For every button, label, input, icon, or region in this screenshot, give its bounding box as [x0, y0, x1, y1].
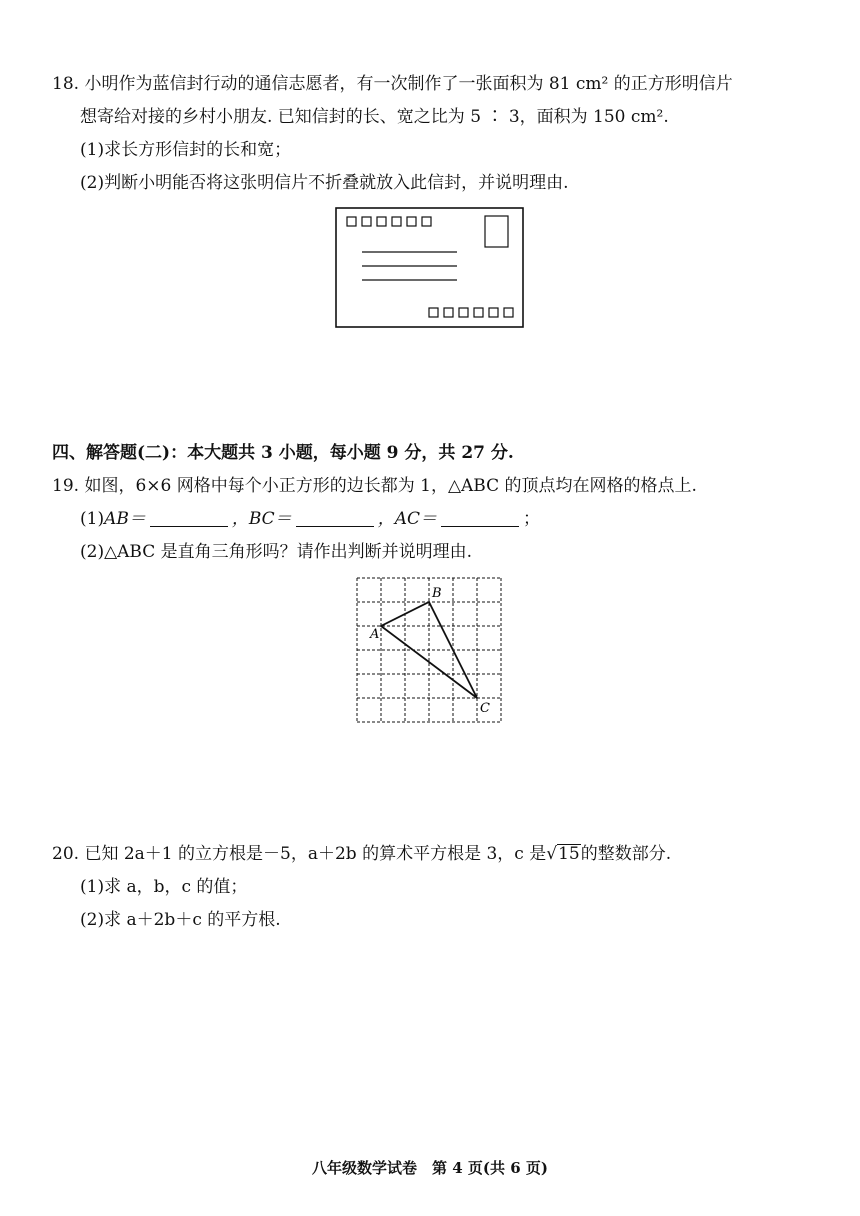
- q20-part2: (2)求 a＋2b＋c 的平方根.: [80, 910, 281, 930]
- blank-ac[interactable]: [441, 508, 519, 527]
- vertex-b-label: B: [432, 586, 442, 601]
- blank-bc[interactable]: [296, 508, 374, 527]
- q19-part1-prefix: (1): [80, 509, 105, 529]
- label-ab: AB＝: [104, 509, 146, 529]
- address-lines: [362, 252, 457, 280]
- envelope-figure: [334, 206, 526, 330]
- q19-part1: [52, 503, 820, 536]
- q18-part2: (2)判断小明能否将这张明信片不折叠就放入此信封，并说明理由.: [80, 173, 569, 193]
- label-ac: ，AC＝: [377, 509, 437, 529]
- page-footer: 八年级数学试卷 第 4 页(共 6 页): [312, 1159, 548, 1177]
- q19-part1-end: ；: [523, 509, 540, 529]
- postcode-boxes-top: [347, 217, 431, 226]
- vertex-c-label: C: [480, 701, 490, 716]
- q20-line1: [52, 838, 820, 871]
- sqrt-radicand: 15: [558, 844, 580, 864]
- question-20: [52, 838, 820, 937]
- sqrt-sign: √: [546, 844, 558, 864]
- vertex-a-label: A: [370, 627, 380, 642]
- grid-triangle-figure: [350, 572, 510, 728]
- label-bc: ，BC＝: [231, 509, 292, 529]
- q18-line1: 18. 小明作为蓝信封行动的通信志愿者，有一次制作了一张面积为 81 cm² 的正方形明信片: [52, 74, 733, 94]
- stamp-box: [485, 216, 508, 247]
- q18-part1: (1)求长方形信封的长和宽；: [80, 140, 292, 160]
- q19-line1: 19. 如图，6×6 网格中每个小正方形的边长都为 1，△ABC 的顶点均在网格的格点上.: [52, 476, 697, 496]
- q20-part1: (1)求 a，b，c 的值；: [80, 877, 248, 897]
- q20-line1-a: 20. 已知 2a＋1 的立方根是－5，a＋2b 的算术平方根是 3，c 是: [52, 844, 547, 864]
- question-18: [52, 68, 820, 200]
- q20-line1-b: 的整数部分.: [580, 844, 672, 864]
- q19-part2: (2)△ABC 是直角三角形吗？请作出判断并说明理由.: [80, 542, 473, 562]
- question-19: [52, 470, 820, 569]
- q18-line2: 想寄给对接的乡村小朋友. 已知信封的长、宽之比为 5 ∶ 3，面积为 150 cm².: [80, 107, 669, 127]
- postcode-boxes-bottom: [429, 308, 513, 317]
- section-title: 四、解答题(二)：本大题共 3 小题，每小题 9 分，共 27 分.: [52, 443, 514, 463]
- blank-ab[interactable]: [150, 508, 228, 527]
